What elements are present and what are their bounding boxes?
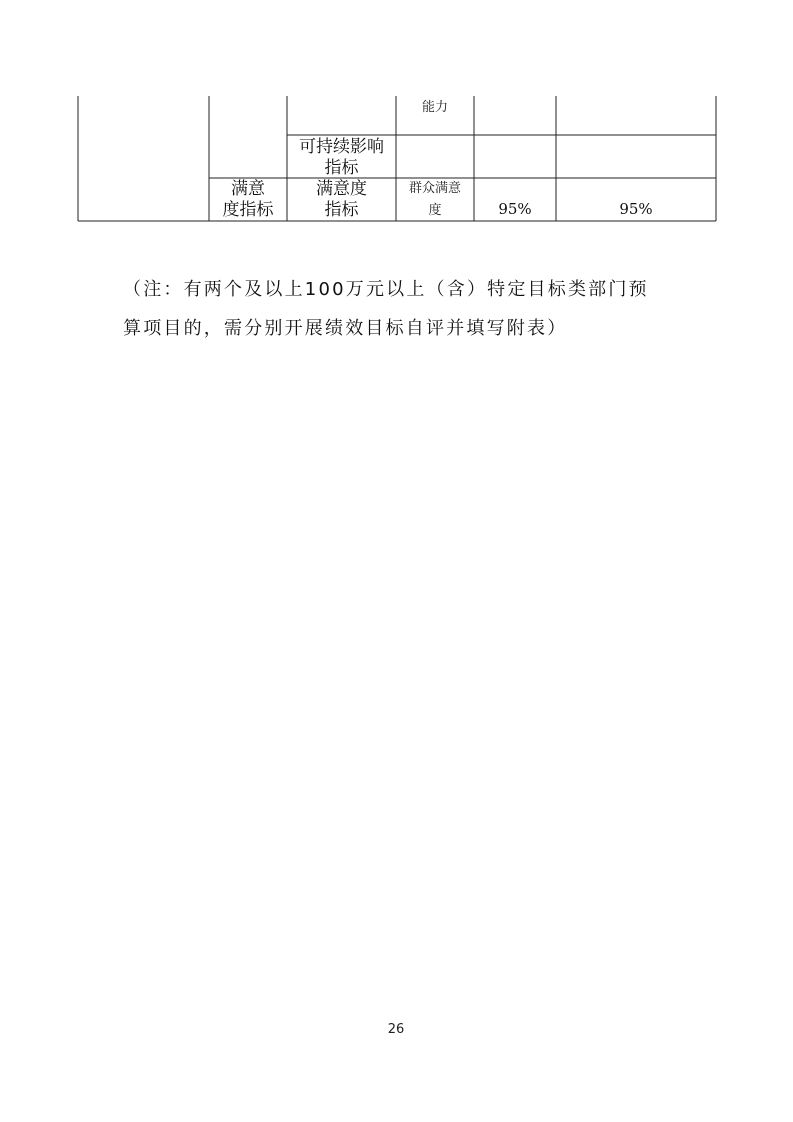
footnote-line-1: （注：有两个及以上100万元以上（含）特定目标类部门预: [123, 279, 649, 300]
table-cell-sustainable-impact-indicator: [287, 137, 396, 179]
table-cell-target-value: 95%: [498, 200, 532, 218]
footnote: [123, 270, 723, 348]
page-number: 26: [387, 1022, 405, 1037]
table-cell-capability: 能力: [421, 100, 448, 115]
cell-line: 指标: [324, 200, 359, 220]
cell-line: 指标: [324, 158, 359, 178]
cell-line: 满意度: [316, 179, 367, 199]
table-cell-satisfaction-indicator: [287, 179, 396, 221]
table-cell-public-satisfaction: [396, 178, 474, 222]
cell-line: 满意: [231, 179, 265, 199]
table-cell-actual-value: 95%: [619, 200, 653, 218]
footnote-line-2: 算项目的，需分别开展绩效目标自评并填写附表）: [123, 318, 568, 339]
table-cell-satisfaction-indicator-category: [209, 179, 287, 221]
cell-line: 可持续影响: [299, 137, 384, 157]
cell-line: 度指标: [222, 200, 274, 220]
cell-line: 群众满意: [408, 181, 461, 196]
cell-line: 度: [428, 203, 442, 218]
